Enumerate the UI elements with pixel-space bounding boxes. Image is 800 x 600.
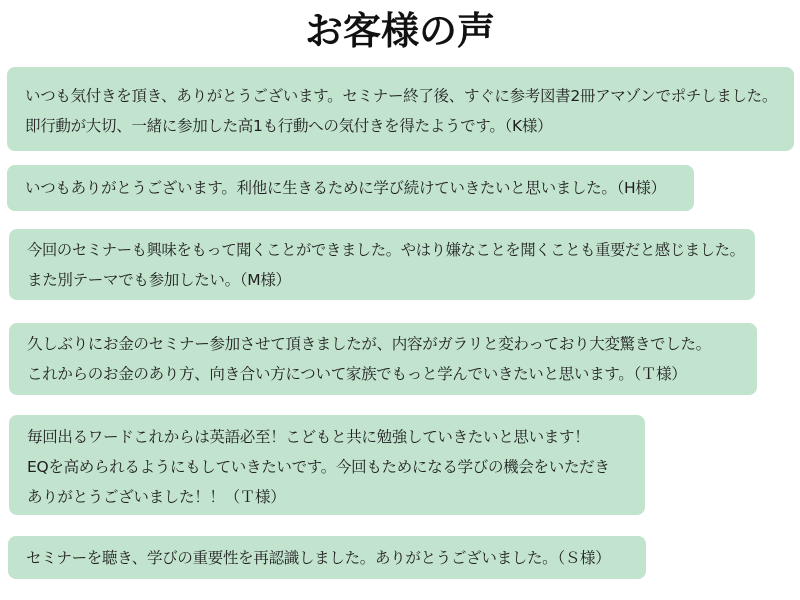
testimonial-line: 久しぶりにお金のセミナー参加させて頂きましたが、内容がガラリと変わっており大変驚きでした。 — [27, 335, 711, 353]
testimonial-line: これからのお金のあり方、向き合い方について家族でもっと学んでいきたいと思います。（Ｔ様） — [27, 365, 687, 383]
testimonial-card — [7, 165, 694, 211]
page-title: お客様の声 — [304, 9, 495, 53]
testimonial-line: 毎回出るワードこれからは英語必至！こどもと共に勉強していきたいと思います！ — [27, 428, 590, 446]
testimonial-line: いつもありがとうございます。利他に生きるために学び続けていきたいと思いました。（H様） — [25, 179, 666, 197]
testimonial-line: ありがとうございました！！（Ｔ様） — [27, 488, 286, 506]
testimonial-card — [7, 67, 794, 151]
testimonial-line: セミナーを聴き、学びの重要性を再認識しました。ありがとうございました。（Ｓ様） — [26, 549, 611, 567]
testimonial-card — [9, 415, 645, 515]
testimonial-line: EQを高められるようにもしていきたいです。今回もためになる学びの機会をいただき — [27, 458, 610, 476]
testimonial-line: いつも気付きを頂き、ありがとうございます。セミナー終了後、すぐに参考図書2冊アマゾンでポチしました。 — [25, 87, 778, 105]
testimonial-card — [8, 536, 646, 579]
testimonial-line: 今回のセミナーも興味をもって聞くことができました。やはり嫌なことを聞くことも重要だと感じました。 — [27, 241, 745, 259]
testimonial-line: 即行動が大切、一緒に参加した高1も行動への気付きを得たようです。（K様） — [25, 117, 553, 135]
testimonial-line: また別テーマでも参加したい。（M様） — [27, 271, 291, 289]
testimonial-card — [9, 323, 757, 395]
testimonial-card — [9, 229, 755, 300]
